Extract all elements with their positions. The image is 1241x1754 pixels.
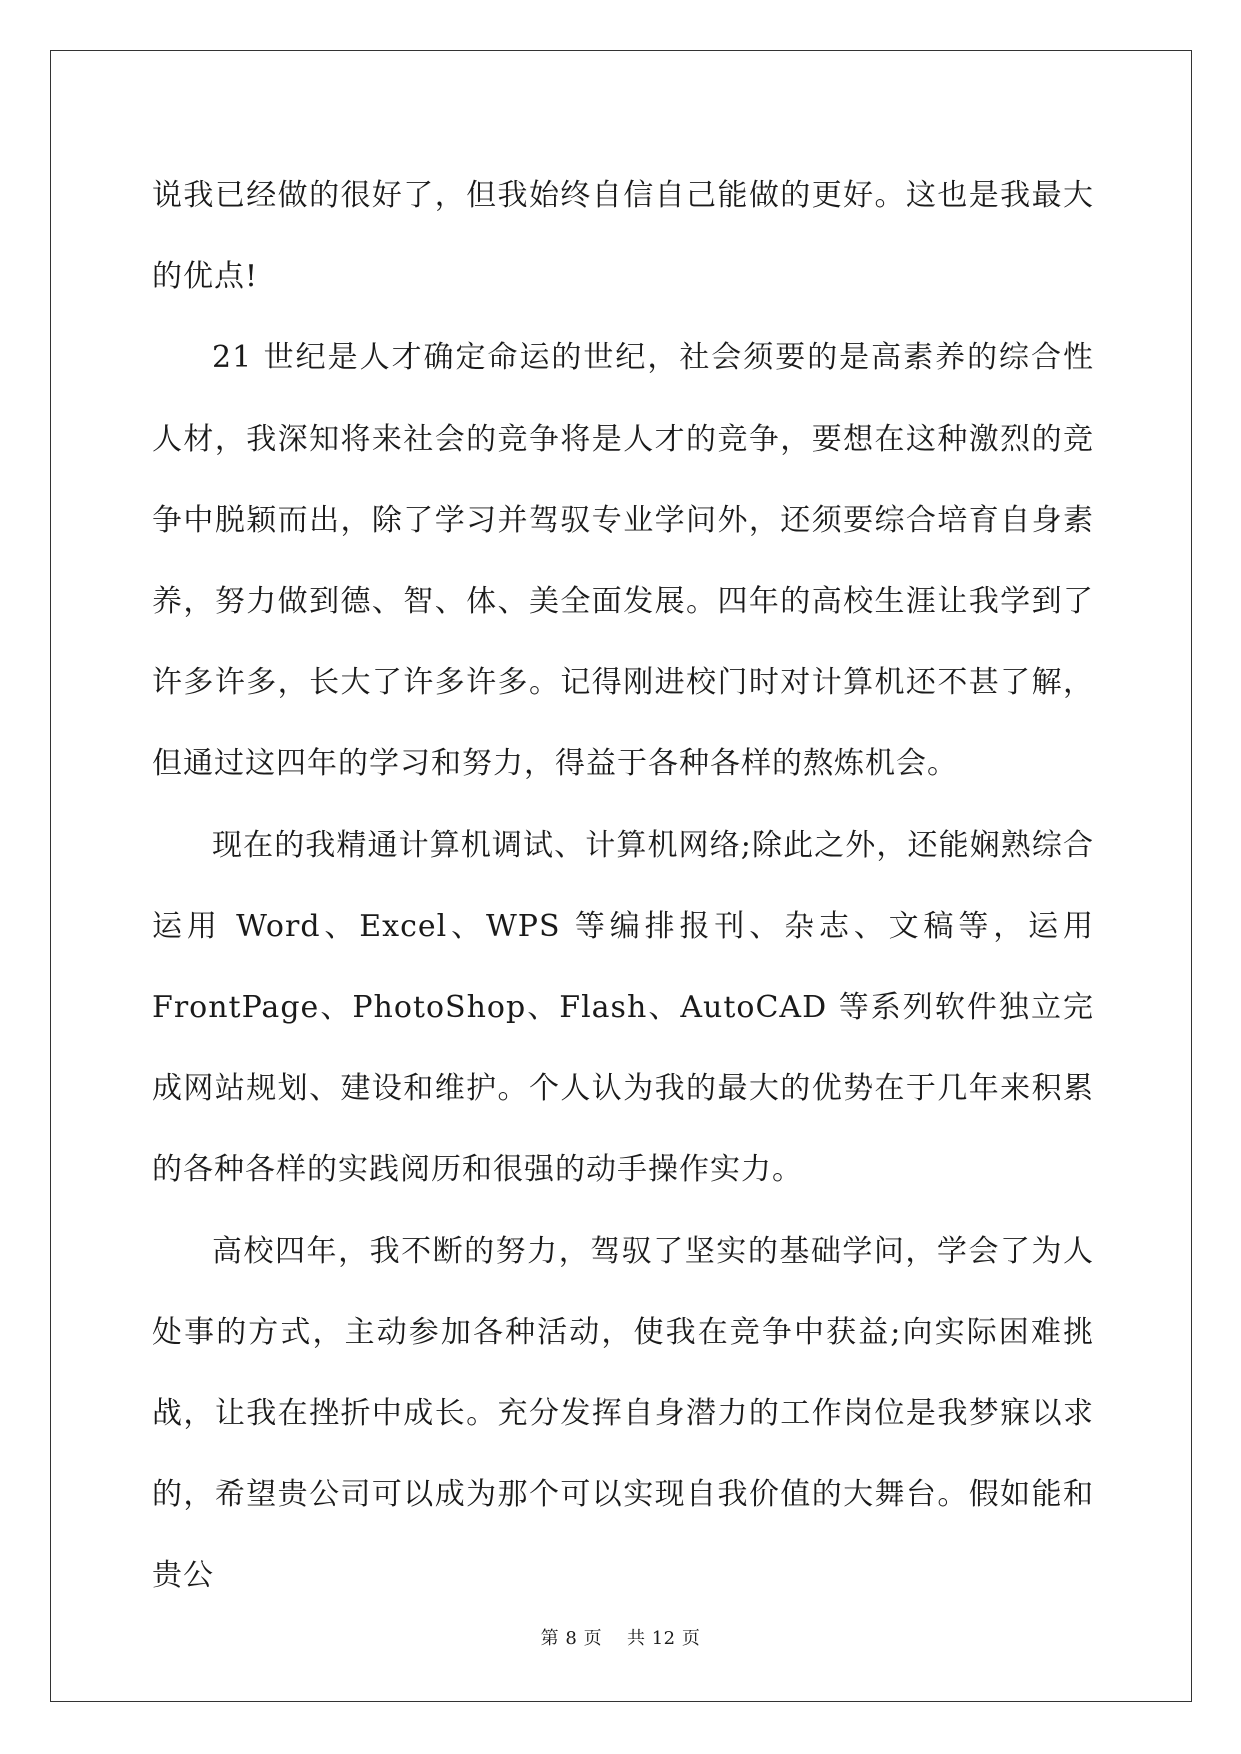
page-total: 共 12 页 (626, 1628, 701, 1649)
paragraph-3: 现在的我精通计算机调试、计算机网络;除此之外，还能娴熟综合运用 Word、Excel、WPS 等编排报刊、杂志、文稿等，运用 FrontPage、PhotoShop、Flash、AutoCAD 等系列软件独立完成网站规划、建设和维护。个人认为我的最大的优势在于几年来积累的各种各样的实践阅历和很强的动手操作实力。 (152, 827, 1094, 1188)
paragraph-1: 说我已经做的很好了，但我始终自信自己能做的更好。这也是我最大的优点! (152, 178, 1094, 295)
page-number: 第 8 页 (540, 1628, 603, 1649)
paragraph-2: 21 世纪是人才确定命运的世纪，社会须要的是高素养的综合性人材，我深知将来社会的竞争将是人才的竞争，要想在这种激烈的竞争中脱颖而出，除了学习并驾驭专业学问外，还须要综合培育自身素养，努力做到德、智、体、美全面发展。四年的高校生涯让我学到了许多许多，长大了许多许多。记得刚进校门时对计算机还不甚了解，但通过这四年的学习和努力，得益于各种各样的熬炼机会。 (152, 340, 1094, 782)
page-footer (0, 1628, 1241, 1650)
paragraph-4: 高校四年，我不断的努力，驾驭了坚实的基础学问，学会了为人处事的方式，主动参加各种活动，使我在竞争中获益;向实际困难挑战，让我在挫折中成长。充分发挥自身潜力的工作岗位是我梦寐以求的，希望贵公司可以成为那个可以实现自我价值的大舞台。假如能和贵公 (152, 1233, 1094, 1594)
document-body (152, 155, 1094, 1617)
